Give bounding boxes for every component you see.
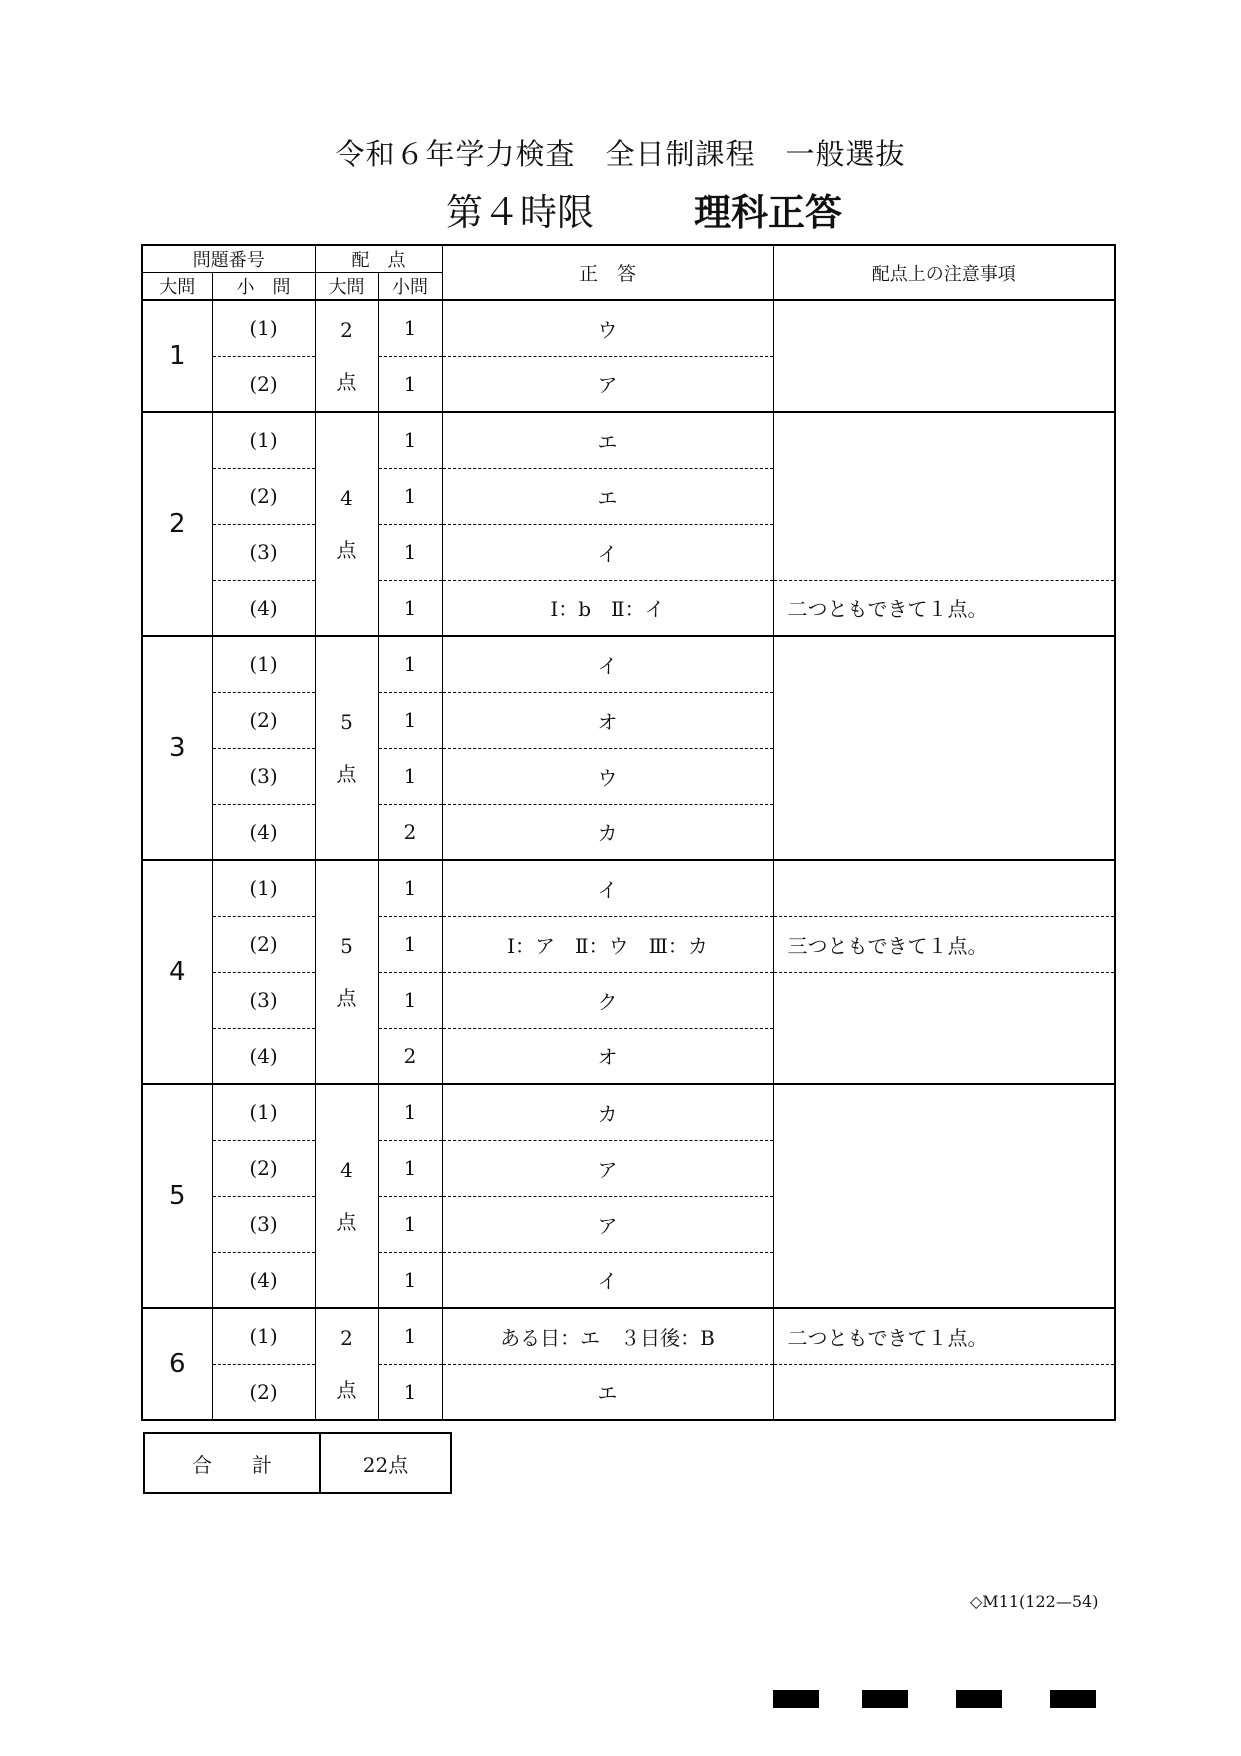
small-question: (1) — [212, 1084, 315, 1140]
item-points: 1 — [378, 692, 442, 748]
small-question: (1) — [212, 860, 315, 916]
group-score — [315, 636, 378, 860]
scan-mark — [862, 1690, 908, 1708]
note-cell — [773, 524, 1115, 580]
item-points: 1 — [378, 300, 442, 356]
answer-cell: カ — [442, 1084, 773, 1140]
group-score — [315, 300, 378, 412]
note-cell: 三つともできて１点。 — [773, 916, 1115, 972]
small-question: (2) — [212, 692, 315, 748]
item-points: 1 — [378, 580, 442, 636]
score-small-header: 小問 — [378, 273, 442, 301]
item-points: 1 — [378, 1308, 442, 1364]
small-question: (2) — [212, 1140, 315, 1196]
note-cell — [773, 412, 1115, 468]
item-points: 2 — [378, 804, 442, 860]
note-cell — [773, 804, 1115, 860]
table-row — [142, 1252, 1115, 1308]
problem-number-header: 問題番号 — [142, 245, 315, 273]
table-row — [142, 972, 1115, 1028]
big-question-number: 4 — [142, 860, 212, 1084]
total-row — [144, 1433, 451, 1493]
item-points: 1 — [378, 1364, 442, 1420]
small-question: (4) — [212, 804, 315, 860]
small-question: (2) — [212, 916, 315, 972]
group-score-number: 5 — [340, 709, 353, 734]
period-label: 第４時限 — [446, 191, 594, 234]
small-question: (1) — [212, 1308, 315, 1364]
note-cell — [773, 1252, 1115, 1308]
table-row — [142, 468, 1115, 524]
group-score — [315, 1308, 378, 1420]
total-value: 22点 — [320, 1433, 451, 1493]
big-question-number: 5 — [142, 1084, 212, 1308]
table-row — [142, 524, 1115, 580]
answer-cell: イ — [442, 1252, 773, 1308]
table-row — [142, 1196, 1115, 1252]
score-header: 配 点 — [315, 245, 442, 273]
note-cell — [773, 748, 1115, 804]
scan-mark — [956, 1690, 1002, 1708]
group-score — [315, 1084, 378, 1308]
answer-cell: オ — [442, 1028, 773, 1084]
group-score-number: 4 — [340, 1157, 353, 1182]
scan-mark — [773, 1690, 819, 1708]
answer-cell: エ — [442, 1364, 773, 1420]
exam-title: 令和６年学力検査 全日制課程 一般選抜 — [335, 137, 906, 171]
small-question: (4) — [212, 580, 315, 636]
big-question-number: 6 — [142, 1308, 212, 1420]
group-score-number: 4 — [340, 485, 353, 510]
small-question: (3) — [212, 524, 315, 580]
note-cell — [773, 1196, 1115, 1252]
notes-header: 配点上の注意事項 — [773, 245, 1115, 300]
group-score — [315, 412, 378, 636]
small-question: (2) — [212, 356, 315, 412]
header-row-1 — [142, 245, 1115, 273]
note-cell — [773, 1364, 1115, 1420]
small-question-header: 小 問 — [212, 273, 315, 301]
item-points: 1 — [378, 1140, 442, 1196]
answer-cell: エ — [442, 412, 773, 468]
small-question: (1) — [212, 300, 315, 356]
big-question-number: 3 — [142, 636, 212, 860]
group-score-unit: 点 — [336, 537, 357, 562]
item-points: 1 — [378, 468, 442, 524]
item-points: 1 — [378, 916, 442, 972]
answer-cell: ア — [442, 1196, 773, 1252]
table-row — [142, 860, 1115, 916]
table-row — [142, 580, 1115, 636]
answer-cell: ア — [442, 356, 773, 412]
table-row — [142, 356, 1115, 412]
answer-cell: Ⅰ：b Ⅱ：イ — [442, 580, 773, 636]
table-row — [142, 692, 1115, 748]
item-points: 1 — [378, 636, 442, 692]
note-cell — [773, 300, 1115, 356]
note-cell — [773, 860, 1115, 916]
item-points: 1 — [378, 1196, 442, 1252]
total-label: 合 計 — [144, 1433, 320, 1493]
group-score-unit: 点 — [336, 1209, 357, 1234]
note-cell: 二つともできて１点。 — [773, 1308, 1115, 1364]
answer-table — [141, 244, 1116, 1421]
answer-cell: ク — [442, 972, 773, 1028]
big-question-number: 1 — [142, 300, 212, 412]
score-big-header: 大問 — [315, 273, 378, 301]
answer-cell: オ — [442, 692, 773, 748]
small-question: (2) — [212, 468, 315, 524]
scan-mark — [1050, 1690, 1096, 1708]
subject-title: 理科正答 — [694, 190, 842, 234]
table-row — [142, 300, 1115, 356]
small-question: (1) — [212, 636, 315, 692]
answer-cell: ウ — [442, 748, 773, 804]
answer-cell: ある日：エ ３日後：B — [442, 1308, 773, 1364]
item-points: 1 — [378, 524, 442, 580]
answer-cell: ウ — [442, 300, 773, 356]
small-question: (3) — [212, 1196, 315, 1252]
item-points: 1 — [378, 972, 442, 1028]
note-cell — [773, 1084, 1115, 1140]
small-question: (4) — [212, 1028, 315, 1084]
table-row — [142, 748, 1115, 804]
group-score-unit: 点 — [336, 1377, 357, 1402]
item-points: 2 — [378, 1028, 442, 1084]
big-question-number: 2 — [142, 412, 212, 636]
note-cell — [773, 636, 1115, 692]
table-row — [142, 1364, 1115, 1420]
small-question: (3) — [212, 748, 315, 804]
note-cell — [773, 468, 1115, 524]
small-question: (2) — [212, 1364, 315, 1420]
item-points: 1 — [378, 1084, 442, 1140]
note-cell — [773, 356, 1115, 412]
group-score — [315, 860, 378, 1084]
item-points: 1 — [378, 1252, 442, 1308]
answer-header: 正 答 — [442, 245, 773, 300]
table-row — [142, 804, 1115, 860]
group-score-unit: 点 — [336, 985, 357, 1010]
item-points: 1 — [378, 748, 442, 804]
note-cell — [773, 692, 1115, 748]
answer-cell: イ — [442, 636, 773, 692]
small-question: (1) — [212, 412, 315, 468]
table-row — [142, 1308, 1115, 1364]
small-question: (4) — [212, 1252, 315, 1308]
big-question-header: 大問 — [142, 273, 212, 301]
group-score-unit: 点 — [336, 369, 357, 394]
answer-cell: カ — [442, 804, 773, 860]
note-cell — [773, 1028, 1115, 1084]
note-cell — [773, 972, 1115, 1028]
group-score-number: 2 — [340, 317, 353, 342]
table-row — [142, 1140, 1115, 1196]
group-score-number: 2 — [340, 1325, 353, 1350]
table-row — [142, 636, 1115, 692]
table-row — [142, 1084, 1115, 1140]
answer-cell: Ⅰ：ア Ⅱ：ウ Ⅲ：カ — [442, 916, 773, 972]
group-score-number: 5 — [340, 933, 353, 958]
item-points: 1 — [378, 412, 442, 468]
answer-cell: イ — [442, 860, 773, 916]
table-row — [142, 1028, 1115, 1084]
answer-cell: イ — [442, 524, 773, 580]
table-row — [142, 916, 1115, 972]
answer-cell: エ — [442, 468, 773, 524]
group-score-unit: 点 — [336, 761, 357, 786]
total-table — [143, 1432, 452, 1494]
item-points: 1 — [378, 860, 442, 916]
small-question: (3) — [212, 972, 315, 1028]
footer-code: ◇M11(122—54) — [970, 1592, 1099, 1611]
note-cell: 二つともできて１点。 — [773, 580, 1115, 636]
table-row — [142, 412, 1115, 468]
note-cell — [773, 1140, 1115, 1196]
answer-cell: ア — [442, 1140, 773, 1196]
item-points: 1 — [378, 356, 442, 412]
